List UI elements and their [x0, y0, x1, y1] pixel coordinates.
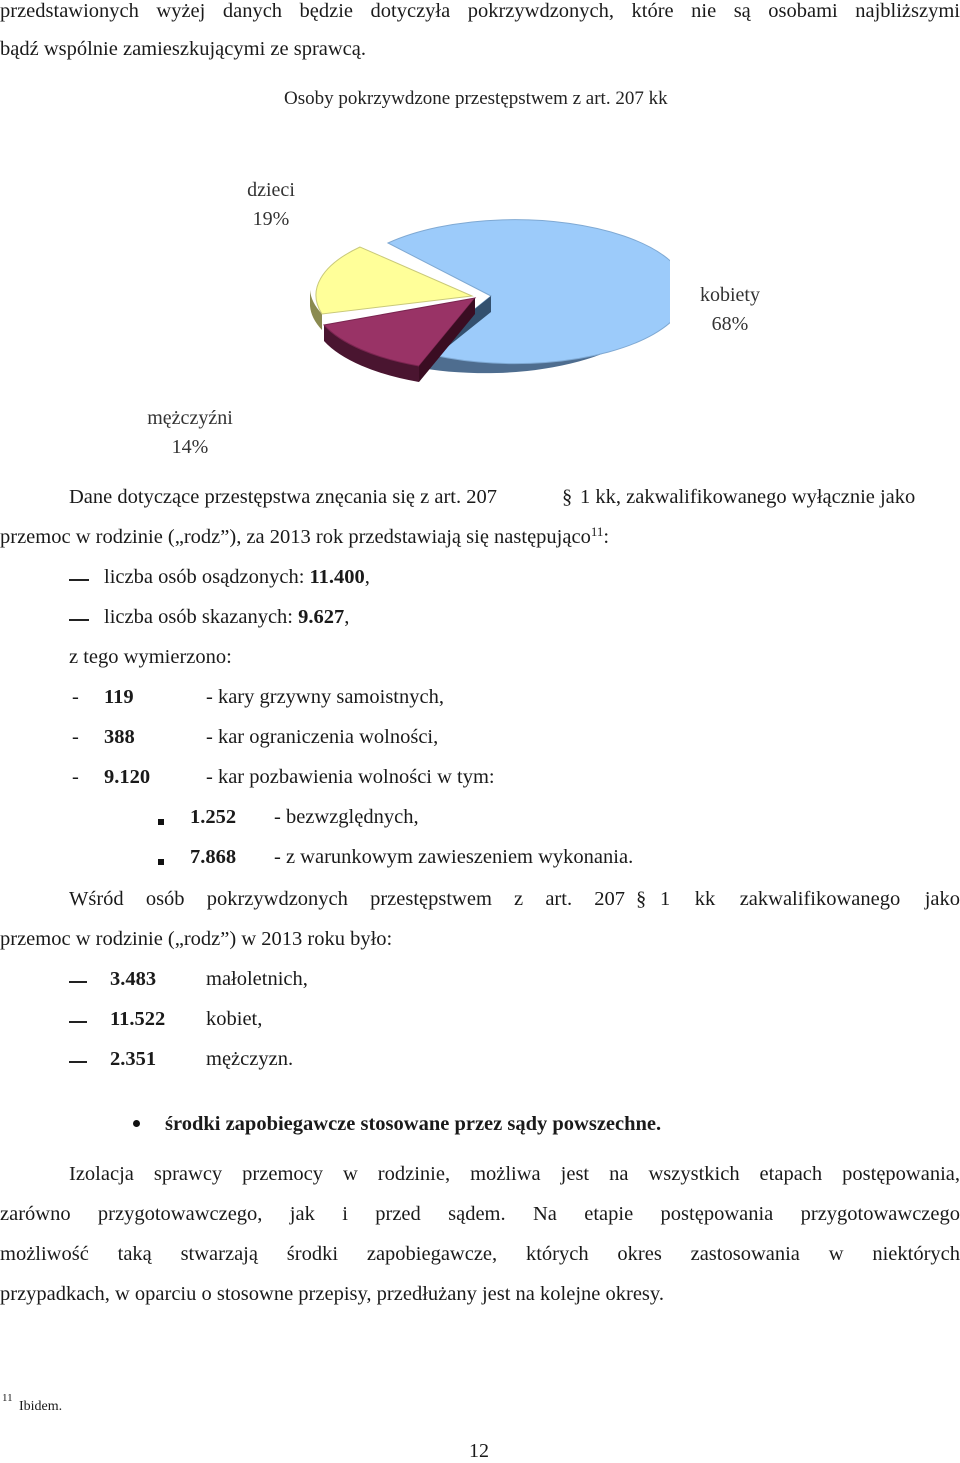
paragraph-line: przypadkach, w oparciu o stosowne przepisy, przedłużany jest na kolejne okresy.	[0, 1283, 664, 1305]
text-line: 1 kk zakwalifikowanego jako	[660, 888, 960, 910]
text-line: przemoc w rodzinie („rodz”), za 2013 rok przedstawiają się następująco$^{11}$:	[0, 524, 610, 548]
dash-bullet	[69, 619, 89, 621]
dash-bullet	[69, 1061, 87, 1063]
page-number: 12	[469, 1440, 489, 1462]
section-heading: środki zapobiegawcze stosowane przez sądy powszechne.	[165, 1113, 662, 1135]
paragraph-line: Izolacja sprawcy przemocy w rodzinie, możliwa jest na wszystkich etapach postępowania,	[69, 1163, 960, 1185]
text-line: przedstawionych wyżej danych będzie dotyczyła pokrzywdzonych, które nie są osobami najbliższymi	[0, 0, 960, 22]
text-line: bądź wspólnie zamieszkującymi ze sprawcą.	[0, 38, 366, 60]
list-item: liczba osób skazanych: 9.627,	[104, 606, 350, 628]
subpenalty-desc: - bezwzględnych,	[274, 806, 419, 828]
section-sign: §	[636, 888, 647, 910]
chart-title: Osoby pokrzywdzone przestępstwem z art. 207 kk	[284, 88, 668, 109]
footnote-number: 11	[2, 1392, 13, 1404]
footnote-ref: 11	[590, 524, 604, 539]
round-bullet	[133, 1120, 140, 1127]
text-line: Dane dotyczące przestępstwa znęcania się z art. 207	[69, 486, 497, 508]
footnote-text: Ibidem.	[19, 1399, 63, 1414]
paragraph-line: możliwość taką stwarzają środki zapobiegawcze, których okres zastosowania w niektórych	[0, 1243, 960, 1265]
pie-chart	[290, 215, 670, 395]
pie-label-dzieci: dzieci 19%	[247, 179, 295, 230]
penalty-desc: - kary grzywny samoistnych,	[206, 686, 444, 708]
penalty-value: 9.120	[104, 766, 151, 788]
dash-bullet	[69, 1021, 87, 1023]
subpenalty-value: 1.252	[190, 806, 237, 828]
penalty-desc: - kar pozbawienia wolności w tym:	[206, 766, 495, 788]
victim-desc: mężczyzn.	[206, 1048, 294, 1070]
victim-desc: małoletnich,	[206, 968, 308, 990]
square-bullet	[158, 819, 164, 825]
text-line: z tego wymierzono:	[69, 646, 232, 668]
dash-bullet: -	[72, 766, 79, 788]
pie-label-kobiety: kobiety 68%	[700, 284, 760, 335]
text-line: Wśród osób pokrzywdzonych przestępstwem z art. 207	[69, 888, 625, 910]
dash-bullet: -	[72, 726, 79, 748]
victim-value: 2.351	[110, 1048, 157, 1070]
dash-bullet	[69, 579, 89, 581]
subpenalty-value: 7.868	[190, 846, 237, 868]
penalty-value: 388	[104, 726, 135, 748]
penalty-value: 119	[104, 686, 134, 708]
dash-bullet: -	[72, 686, 79, 708]
penalty-desc: - kar ograniczenia wolności,	[206, 726, 439, 748]
victim-value: 11.522	[110, 1008, 166, 1030]
dash-bullet	[69, 981, 87, 983]
text-line: przemoc w rodzinie („rodz”) w 2013 roku było:	[0, 928, 393, 950]
list-item: liczba osób osądzonych: 11.400,	[104, 566, 370, 588]
paragraph-line: zarówno przygotowawczego, jak i przed sądem. Na etapie postępowania przygotowawczego	[0, 1203, 960, 1225]
pie-label-mezczyzni: mężczyźni 14%	[147, 407, 233, 458]
subpenalty-desc: - z warunkowym zawieszeniem wykonania.	[274, 846, 634, 868]
victim-desc: kobiet,	[206, 1008, 263, 1030]
text-line: 1 kk, zakwalifikowanego wyłącznie jako	[580, 486, 916, 508]
square-bullet	[158, 859, 164, 865]
victim-value: 3.483	[110, 968, 157, 990]
section-sign: §	[562, 486, 573, 508]
